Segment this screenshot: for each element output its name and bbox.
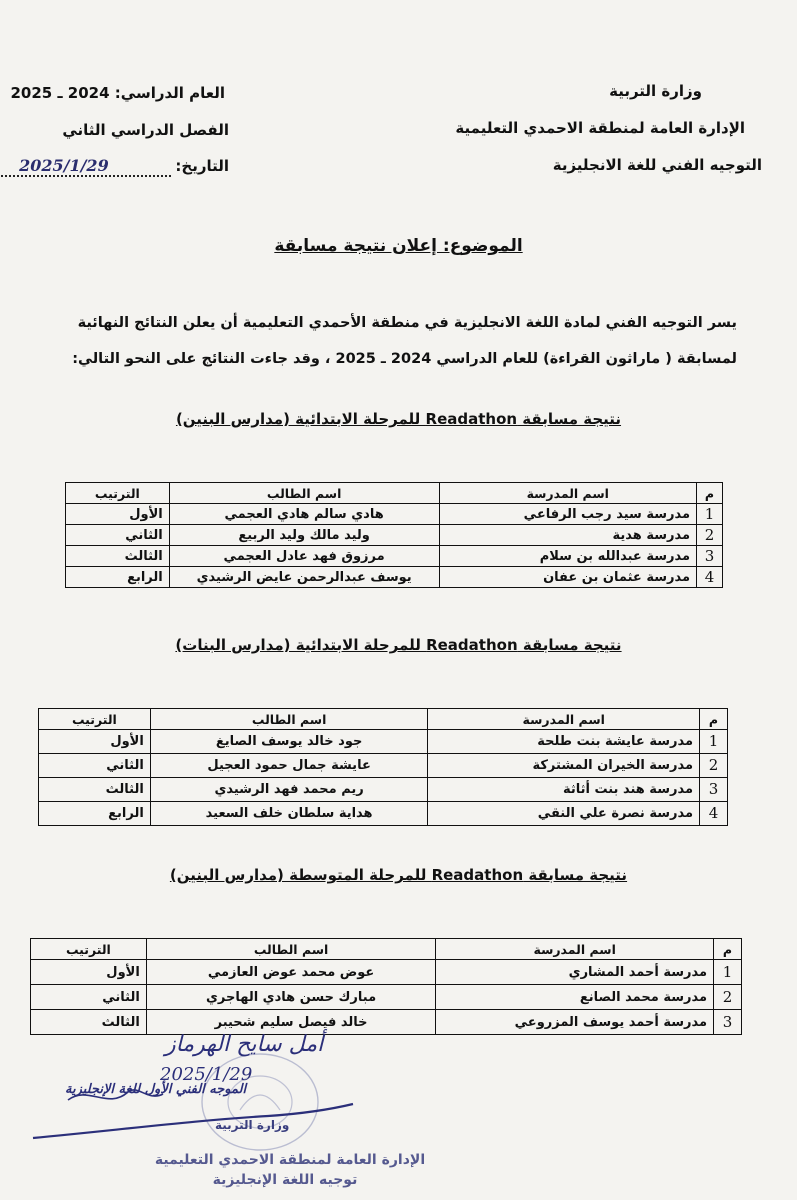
- student-name: عوض محمد عوض العازمي: [146, 960, 436, 985]
- col-school-header: اسم المدرسة: [439, 483, 697, 504]
- intro-line-1: يسر التوجيه الفني لمادة اللغة الانجليزية في منطقة الأحمدي التعليمية أن يعلن النتائج النهائية: [77, 315, 737, 331]
- signature-title: الموجه الفني الأول للغة الإنجليزية: [65, 1082, 247, 1097]
- signature-date: 2025/1/29: [160, 1064, 253, 1085]
- table-header-row: [66, 483, 723, 504]
- district-name: الإدارة العامة لمنطقة الاحمدي التعليمية: [455, 119, 745, 137]
- row-number: 2: [697, 525, 723, 546]
- department-name: التوجيه الفني للغة الانجليزية: [552, 156, 762, 174]
- rank: الثالث: [39, 778, 151, 802]
- col-num-header: م: [697, 483, 723, 504]
- student-name: جود خالد يوسف الصايغ: [150, 730, 428, 754]
- rank: الثاني: [39, 754, 151, 778]
- row-number: 2: [700, 754, 728, 778]
- col-school-header: اسم المدرسة: [436, 939, 714, 960]
- school-name: مدرسة الخيران المشتركة: [428, 754, 700, 778]
- col-rank-header: الترتيب: [66, 483, 170, 504]
- student-name: خالد فيصل سليم شحيبر: [146, 1010, 436, 1035]
- table-row: [31, 985, 742, 1010]
- col-student-header: اسم الطالب: [169, 483, 439, 504]
- col-student-header: اسم الطالب: [150, 709, 428, 730]
- student-name: يوسف عبدالرحمن عايض الرشيدي: [169, 567, 439, 588]
- rank: الثالث: [31, 1010, 147, 1035]
- section-title-primary-boys: نتيجة مسابقة Readathon للمرحلة الابتدائية (مدارس البنين): [175, 410, 622, 428]
- school-name: مدرسة محمد الصانع: [436, 985, 714, 1010]
- col-num-header: م: [700, 709, 728, 730]
- section-title-primary-girls: نتيجة مسابقة Readathon للمرحلة الابتدائية (مدارس البنات): [175, 636, 622, 654]
- student-name: هداية سلطان خلف السعيد: [150, 802, 428, 826]
- stamp-line-department: توجيه اللغة الإنجليزية: [212, 1172, 358, 1188]
- date-label: التاريخ:: [175, 157, 229, 175]
- table-header-row: [39, 709, 728, 730]
- row-number: 4: [697, 567, 723, 588]
- col-student-header: اسم الطالب: [146, 939, 436, 960]
- row-number: 2: [714, 985, 742, 1010]
- table-header-row: [31, 939, 742, 960]
- student-name: هادي سالم هادي العجمي: [169, 504, 439, 525]
- stamp-line-district: الإدارة العامة لمنطقة الاحمدي التعليمية: [154, 1152, 426, 1168]
- student-name: عايشة جمال حمود العجيل: [150, 754, 428, 778]
- rank: الثالث: [66, 546, 170, 567]
- results-table-primary-girls: [38, 708, 728, 826]
- school-name: مدرسة عثمان بن عفان: [439, 567, 697, 588]
- table-row: [31, 960, 742, 985]
- row-number: 3: [714, 1010, 742, 1035]
- row-number: 4: [700, 802, 728, 826]
- table-row: [66, 546, 723, 567]
- rank: الثاني: [66, 525, 170, 546]
- school-name: مدرسة عايشة بنت طلحة: [428, 730, 700, 754]
- school-name: مدرسة سيد رجب الرفاعي: [439, 504, 697, 525]
- col-school-header: اسم المدرسة: [428, 709, 700, 730]
- table-row: [66, 567, 723, 588]
- results-table-primary-boys: [65, 482, 723, 588]
- col-num-header: م: [714, 939, 742, 960]
- col-rank-header: الترتيب: [39, 709, 151, 730]
- student-name: مرزوق فهد عادل العجمي: [169, 546, 439, 567]
- rank: الأول: [39, 730, 151, 754]
- school-name: مدرسة أحمد المشاري: [436, 960, 714, 985]
- results-table-intermediate-boys: [30, 938, 742, 1035]
- date-field: [0, 156, 229, 177]
- ministry-name: وزارة التربية: [609, 82, 702, 100]
- rank: الأول: [31, 960, 147, 985]
- rank: الثاني: [31, 985, 147, 1010]
- signature-stroke: [28, 1080, 358, 1150]
- student-name: ريم محمد فهد الرشيدي: [150, 778, 428, 802]
- semester: الفصل الدراسي الثاني: [62, 121, 229, 139]
- section-title-intermediate-boys: نتيجة مسابقة Readathon للمرحلة المتوسطة (مدارس البنين): [169, 866, 628, 884]
- signature-name: أمل سايح الهرماز: [165, 1032, 324, 1057]
- rank: الرابع: [66, 567, 170, 588]
- stamp-line-ministry: وزارة التربية: [215, 1118, 290, 1132]
- student-name: مبارك حسن هادي الهاجري: [146, 985, 436, 1010]
- rank: الرابع: [39, 802, 151, 826]
- school-name: مدرسة هند بنت أثاثة: [428, 778, 700, 802]
- school-name: مدرسة أحمد يوسف المزروعي: [436, 1010, 714, 1035]
- date-underline: [0, 156, 171, 177]
- school-name: مدرسة هدية: [439, 525, 697, 546]
- subject-text: الموضوع: إعلان نتيجة مسابقة: [274, 236, 523, 256]
- row-number: 3: [697, 546, 723, 567]
- rank: الأول: [66, 504, 170, 525]
- table-row: [66, 504, 723, 525]
- table-row: [66, 525, 723, 546]
- academic-year: العام الدراسي: 2024 ـ 2025: [10, 84, 225, 102]
- row-number: 3: [700, 778, 728, 802]
- handwritten-date: 2025/1/29: [19, 156, 109, 175]
- row-number: 1: [700, 730, 728, 754]
- table-row: [39, 778, 728, 802]
- table-row: [39, 802, 728, 826]
- table-row: [31, 1010, 742, 1035]
- school-name: مدرسة عبدالله بن سلام: [439, 546, 697, 567]
- row-number: 1: [697, 504, 723, 525]
- table-row: [39, 730, 728, 754]
- table-row: [39, 754, 728, 778]
- col-rank-header: الترتيب: [31, 939, 147, 960]
- intro-line-2: لمسابقة ( ماراثون القراءة) للعام الدراسي 2024 ـ 2025 ، وقد جاءت النتائج على النحو التالي:: [72, 351, 737, 367]
- student-name: وليد مالك وليد الربيع: [169, 525, 439, 546]
- school-name: مدرسة نصرة علي النقي: [428, 802, 700, 826]
- row-number: 1: [714, 960, 742, 985]
- subject-heading: [0, 236, 797, 256]
